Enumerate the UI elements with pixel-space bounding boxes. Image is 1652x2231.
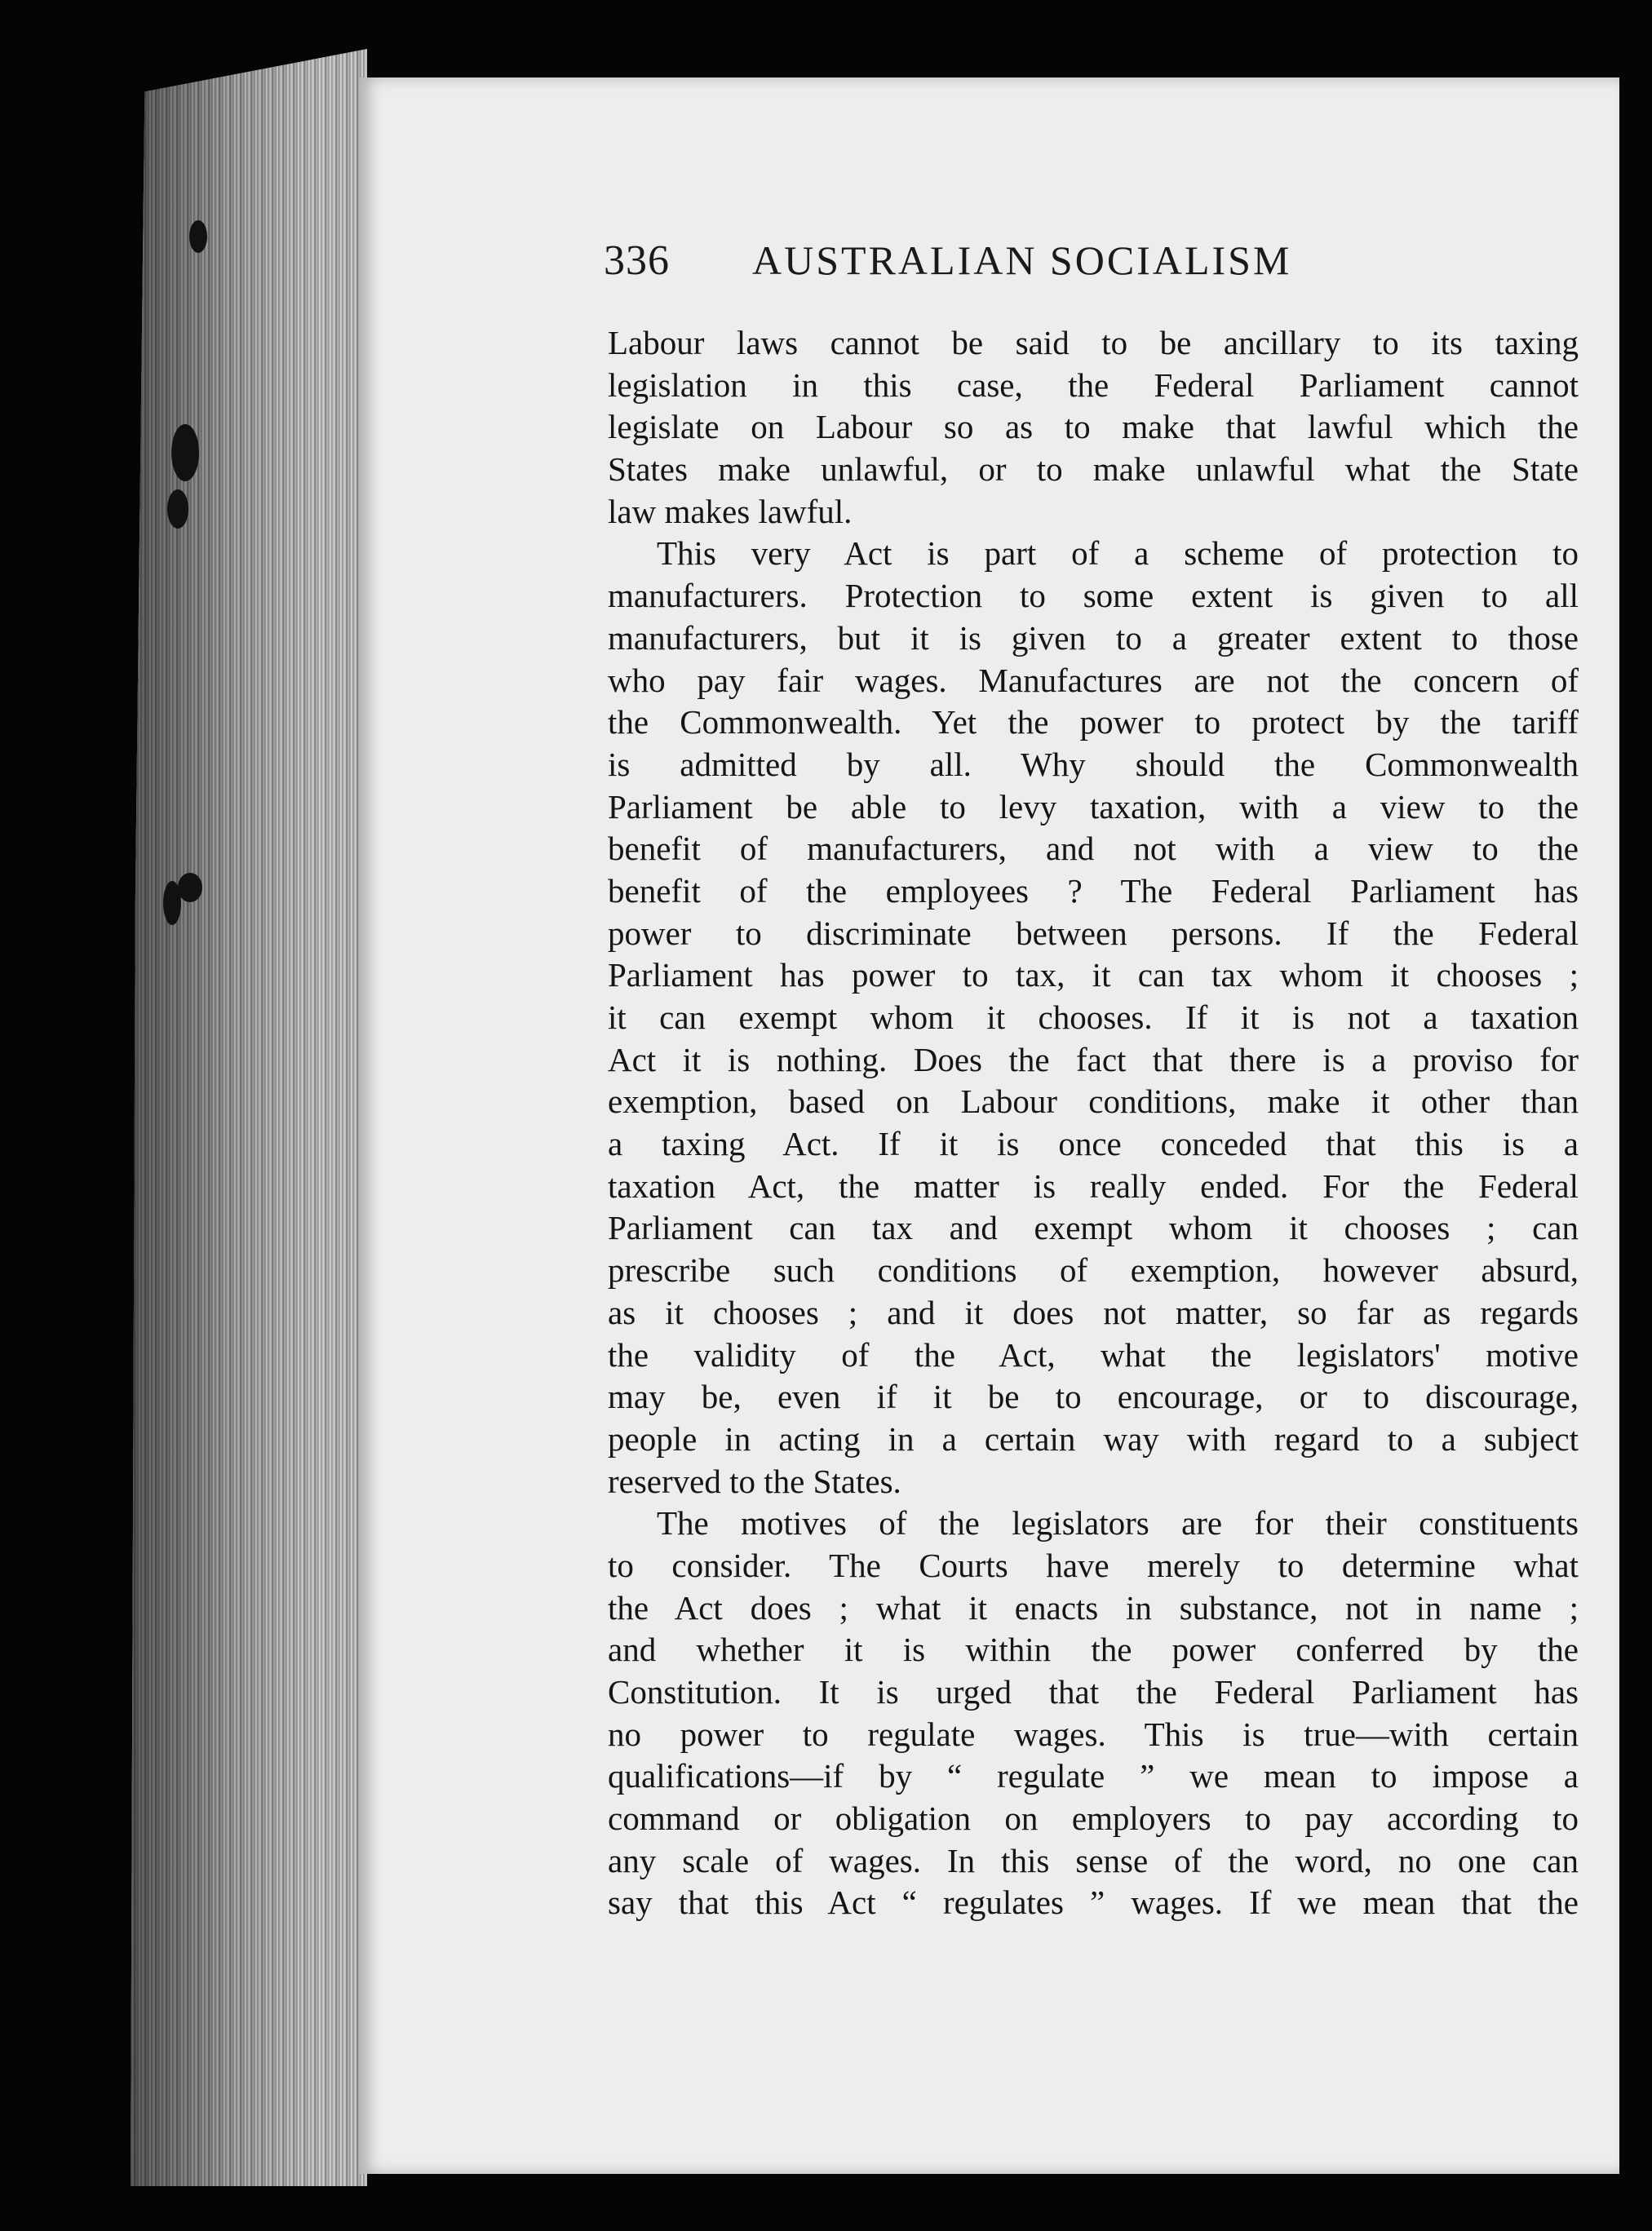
text-line: may be, even if it be to encourage, or to discourage, — [608, 1378, 1579, 1416]
text-line: and whether it is within the power conferred by the — [608, 1631, 1579, 1669]
text-line: the validity of the Act, what the legislators' motive — [608, 1335, 1579, 1374]
text-line: Act it is nothing. Does the fact that there is a proviso for — [608, 1040, 1579, 1078]
text-line: manufacturers, but it is given to a greater extent to those — [608, 618, 1579, 657]
ink-speck — [167, 489, 188, 529]
text-line: who pay fair wages. Manufactures are not the concern of — [608, 661, 1579, 699]
text-line: say that this Act “ regulates ” wages. If we mean that the — [608, 1884, 1579, 1922]
text-line: it can exempt whom it chooses. If it is not a taxation — [608, 998, 1579, 1036]
text-line: States make unlawful, or to make unlawful what the State — [608, 450, 1579, 489]
page-number: 336 — [604, 237, 670, 284]
ink-speck — [171, 424, 199, 481]
body-text — [608, 322, 1579, 1924]
text-line: as it chooses ; and it does not matter, so far as regards — [608, 1293, 1579, 1331]
text-line: Constitution. It is urged that the Federal Parliament has — [608, 1673, 1579, 1711]
text-line: prescribe such conditions of exemption, however absurd, — [608, 1251, 1579, 1290]
text-line: to consider. The Courts have merely to determine what — [608, 1546, 1579, 1584]
page-header — [604, 237, 1419, 294]
book-fore-edge-shade — [131, 49, 367, 2186]
text-line: command or obligation on employers to pay according to — [608, 1799, 1579, 1838]
text-line: law makes lawful. — [608, 492, 853, 530]
text-line: Parliament be able to levy taxation, with a view to the — [608, 787, 1579, 826]
text-line: taxation Act, the matter is really ended. For the Federal — [608, 1166, 1579, 1205]
text-line: power to discriminate between persons. If the Federal — [608, 914, 1579, 952]
text-line: legislate on Labour so as to make that lawful which the — [608, 408, 1579, 446]
text-line: a taxing Act. If it is once conceded that this is a — [608, 1125, 1579, 1163]
text-line: the Commonwealth. Yet the power to protect by the tariff — [608, 703, 1579, 741]
text-line: any scale of wages. In this sense of the word, no one can — [608, 1841, 1579, 1879]
text-line: the Act does ; what it enacts in substance, not in name ; — [608, 1588, 1579, 1627]
text-line: Parliament can tax and exempt whom it chooses ; can — [608, 1209, 1579, 1247]
running-title: AUSTRALIAN SOCIALISM — [752, 237, 1292, 283]
ink-speck — [163, 881, 181, 925]
text-line: qualifications—if by “ regulate ” we mean to impose a — [608, 1757, 1579, 1795]
ink-speck — [178, 873, 202, 902]
text-line: is admitted by all. Why should the Commonwealth — [608, 745, 1579, 783]
text-line: The motives of the legislators are for their constituents — [657, 1504, 1579, 1543]
text-line: This very Act is part of a scheme of protection to — [657, 534, 1579, 573]
text-line: Labour laws cannot be said to be ancillary to its taxing — [608, 324, 1579, 361]
text-line: no power to regulate wages. This is true—with certain — [608, 1715, 1579, 1753]
text-line: Parliament has power to tax, it can tax whom it chooses ; — [608, 956, 1579, 994]
text-line: benefit of manufacturers, and not with a view to the — [608, 830, 1579, 868]
text-line: reserved to the States. — [608, 1462, 901, 1500]
text-line: people in acting in a certain way with regard to a subject — [608, 1419, 1579, 1458]
ink-speck — [189, 220, 207, 253]
text-line: legislation in this case, the Federal Parliament cannot — [608, 365, 1579, 404]
text-line: exemption, based on Labour conditions, make it other than — [608, 1082, 1579, 1121]
text-line: manufacturers. Protection to some extent is given to all — [608, 577, 1579, 615]
text-line: benefit of the employees ? The Federal Parliament has — [608, 871, 1579, 910]
